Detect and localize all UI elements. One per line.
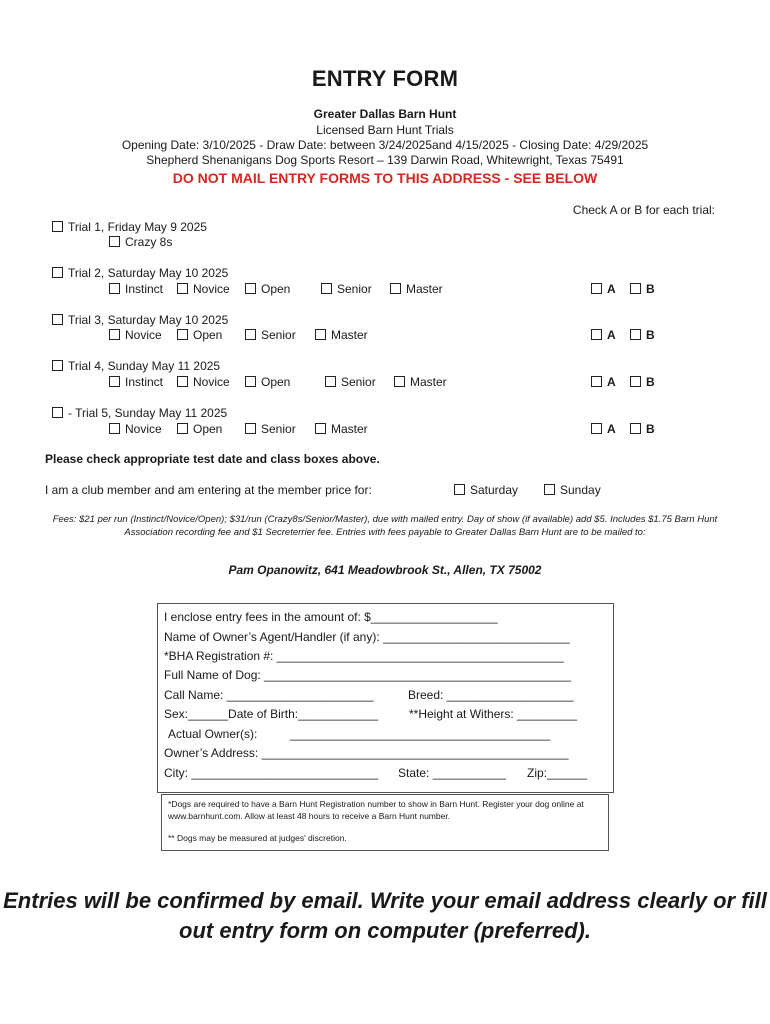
option-label: Saturday <box>470 483 519 497</box>
member-saturday[interactable] <box>454 483 518 497</box>
class-label: Senior <box>337 282 372 296</box>
option-label: A <box>607 422 616 436</box>
class-instruction: Please check appropriate test date and class boxes above. <box>45 452 380 466</box>
member-price-text: I am a club member and am entering at the member price for: <box>45 483 372 497</box>
class-label: Novice <box>125 328 162 342</box>
option-label: B <box>646 375 655 389</box>
trial-4-class-instinct[interactable] <box>109 375 163 389</box>
class-label: Master <box>331 328 368 342</box>
option-label: B <box>646 328 655 342</box>
trial-1-class-crazy8s[interactable] <box>109 235 172 249</box>
trial-2-class-senior[interactable] <box>321 282 372 296</box>
checkbox[interactable] <box>630 329 641 340</box>
email-notice: Entries will be confirmed by email. Write your email address clearly or fill out entry form on computer (preferred). <box>3 888 767 943</box>
trial-2-option-b[interactable] <box>630 282 655 296</box>
checkbox[interactable] <box>109 283 120 294</box>
trial-4-class-open[interactable] <box>245 375 290 389</box>
city-field[interactable]: City: ____________________________ <box>164 766 379 780</box>
page-title: ENTRY FORM <box>311 66 459 91</box>
checkbox[interactable] <box>177 376 188 387</box>
option-label: A <box>607 328 616 342</box>
trial-3-row[interactable] <box>52 313 228 327</box>
entry-fees-field[interactable]: I enclose entry fees in the amount of: $___________________ <box>164 610 498 624</box>
state-field[interactable]: State: ___________ <box>398 766 507 780</box>
trial-dates: Opening Date: 3/10/2025 - Draw Date: between 3/24/2025and 4/15/2025 - Closing Date: 4/29/2025 <box>121 138 649 152</box>
checkbox[interactable] <box>109 376 120 387</box>
option-label: B <box>646 422 655 436</box>
checkbox[interactable] <box>544 484 555 495</box>
class-label: Instinct <box>125 375 164 389</box>
trial-5-option-b[interactable] <box>630 422 655 436</box>
check-instruction: Check A or B for each trial: <box>572 203 715 217</box>
class-label: Master <box>331 422 368 436</box>
trial-4-option-b[interactable] <box>630 375 655 389</box>
subtitle: Licensed Barn Hunt Trials <box>316 123 454 137</box>
trial-4-class-senior[interactable] <box>325 375 376 389</box>
checkbox[interactable] <box>315 329 326 340</box>
class-label: Senior <box>261 422 296 436</box>
trial-4-class-novice[interactable] <box>177 375 230 389</box>
trial-2-class-open[interactable] <box>245 282 290 296</box>
trial-2-label: Trial 2, Saturday May 10 2025 <box>68 266 229 280</box>
dog-name-field[interactable]: Full Name of Dog: ______________________________________________ <box>164 668 572 682</box>
trial-3-class-master[interactable] <box>315 328 368 342</box>
owners-label: Actual Owner(s): <box>168 727 258 741</box>
checkbox[interactable] <box>109 423 120 434</box>
trial-4-row[interactable] <box>52 359 220 373</box>
call-name-field[interactable]: Call Name: ______________________ <box>164 688 374 702</box>
trial-5-class-master[interactable] <box>315 422 368 436</box>
organization-name: Greater Dallas Barn Hunt <box>313 107 457 121</box>
class-label: Novice <box>193 375 230 389</box>
checkbox[interactable] <box>109 329 120 340</box>
zip-field[interactable]: Zip:______ <box>527 766 588 780</box>
class-label: Master <box>410 375 447 389</box>
trial-5-option-a[interactable] <box>591 422 616 436</box>
venue-address: Shepherd Shenanigans Dog Sports Resort – 139 Darwin Road, Whitewright, Texas 75491 <box>146 153 624 167</box>
class-label: Crazy 8s <box>125 235 173 249</box>
checkbox[interactable] <box>245 283 256 294</box>
trial-5-label: - Trial 5, Sunday May 11 2025 <box>68 406 228 420</box>
class-label: Open <box>261 375 291 389</box>
height-note: ** Dogs may be measured at judges' discretion. <box>168 833 347 843</box>
class-label: Open <box>261 282 291 296</box>
fees-text: Fees: $21 per run (Instinct/Novice/Open); $31/run (Crazy8s/Senior/Master), due with mailed entry. Day of show (if available) add $5. Includes $1.75 Barn Hunt Association recording fee and $1 Secreterrier fee. Entries with fees payable to Greater Dallas Barn Hunt are to be mailed to: <box>52 514 718 538</box>
checkbox[interactable] <box>109 236 120 247</box>
option-label: A <box>607 375 616 389</box>
trial-2-class-master[interactable] <box>390 282 443 296</box>
owners-field[interactable]: _______________________________________ <box>290 727 551 741</box>
checkbox[interactable] <box>315 423 326 434</box>
class-label: Senior <box>341 375 376 389</box>
sex-dob-field[interactable]: Sex:______Date of Birth:____________ <box>164 707 379 721</box>
trial-2-checkbox[interactable] <box>52 267 63 278</box>
trial-1-label: Trial 1, Friday May 9 2025 <box>68 220 207 234</box>
trial-4-checkbox[interactable] <box>52 360 63 371</box>
checkbox[interactable] <box>390 283 401 294</box>
checkbox[interactable] <box>245 376 256 387</box>
trial-2-class-novice[interactable] <box>177 282 230 296</box>
trial-1-row[interactable] <box>52 220 207 234</box>
trial-2-option-a[interactable] <box>591 282 616 296</box>
trial-4-class-master[interactable] <box>394 375 447 389</box>
mailing-address: Pam Opanowitz, 641 Meadowbrook St., Allen, TX 75002 <box>228 563 542 577</box>
checkbox[interactable] <box>630 423 641 434</box>
trial-3-label: Trial 3, Saturday May 10 2025 <box>68 313 229 327</box>
class-label: Open <box>193 328 223 342</box>
trial-1-checkbox[interactable] <box>52 221 63 232</box>
trial-3-checkbox[interactable] <box>52 314 63 325</box>
checkbox[interactable] <box>454 484 465 495</box>
checkbox[interactable] <box>591 283 602 294</box>
trial-4-label: Trial 4, Sunday May 11 2025 <box>68 359 221 373</box>
class-label: Open <box>193 422 223 436</box>
class-label: Instinct <box>125 282 164 296</box>
trial-5-class-open[interactable] <box>177 422 222 436</box>
bha-registration-field[interactable]: *BHA Registration #: ___________________________________________ <box>164 649 564 663</box>
trial-2-row[interactable] <box>52 266 228 280</box>
owner-address-field[interactable]: Owner’s Address: ______________________________________________ <box>164 746 569 760</box>
option-label: B <box>646 282 655 296</box>
trial-5-class-novice[interactable] <box>109 422 162 436</box>
checkbox[interactable] <box>325 376 336 387</box>
checkbox[interactable] <box>245 329 256 340</box>
trial-3-class-novice[interactable] <box>109 328 162 342</box>
member-sunday[interactable] <box>544 483 601 497</box>
trial-3-option-a[interactable] <box>591 328 616 342</box>
trial-3-class-open[interactable] <box>177 328 222 342</box>
class-label: Novice <box>125 422 162 436</box>
checkbox[interactable] <box>630 283 641 294</box>
checkbox[interactable] <box>591 423 602 434</box>
trial-2-class-instinct[interactable] <box>109 282 163 296</box>
agent-field[interactable]: Name of Owner’s Agent/Handler (if any): ____________________________ <box>164 630 570 644</box>
option-label: Sunday <box>560 483 601 497</box>
trial-4-option-a[interactable] <box>591 375 616 389</box>
checkbox[interactable] <box>591 329 602 340</box>
checkbox[interactable] <box>591 376 602 387</box>
trial-3-class-senior[interactable] <box>245 328 296 342</box>
trial-5-checkbox[interactable] <box>52 407 63 418</box>
checkbox[interactable] <box>321 283 332 294</box>
option-label: A <box>607 282 616 296</box>
class-label: Novice <box>193 282 230 296</box>
checkbox[interactable] <box>177 283 188 294</box>
checkbox[interactable] <box>245 423 256 434</box>
trial-3-option-b[interactable] <box>630 328 655 342</box>
class-label: Master <box>406 282 443 296</box>
checkbox[interactable] <box>394 376 405 387</box>
registration-note: *Dogs are required to have a Barn Hunt Registration number to show in Barn Hunt. Register your dog online at www.barnhunt.com. Allow at least 48 hours to receive a Barn Hunt number. <box>168 799 584 821</box>
checkbox[interactable] <box>177 329 188 340</box>
trial-5-row[interactable] <box>52 406 227 420</box>
breed-field[interactable]: Breed: ___________________ <box>408 688 574 702</box>
height-field[interactable]: **Height at Withers: _________ <box>409 707 578 721</box>
checkbox[interactable] <box>630 376 641 387</box>
trial-5-class-senior[interactable] <box>245 422 296 436</box>
class-label: Senior <box>261 328 296 342</box>
mail-warning: DO NOT MAIL ENTRY FORMS TO THIS ADDRESS - SEE BELOW <box>172 170 598 186</box>
checkbox[interactable] <box>177 423 188 434</box>
